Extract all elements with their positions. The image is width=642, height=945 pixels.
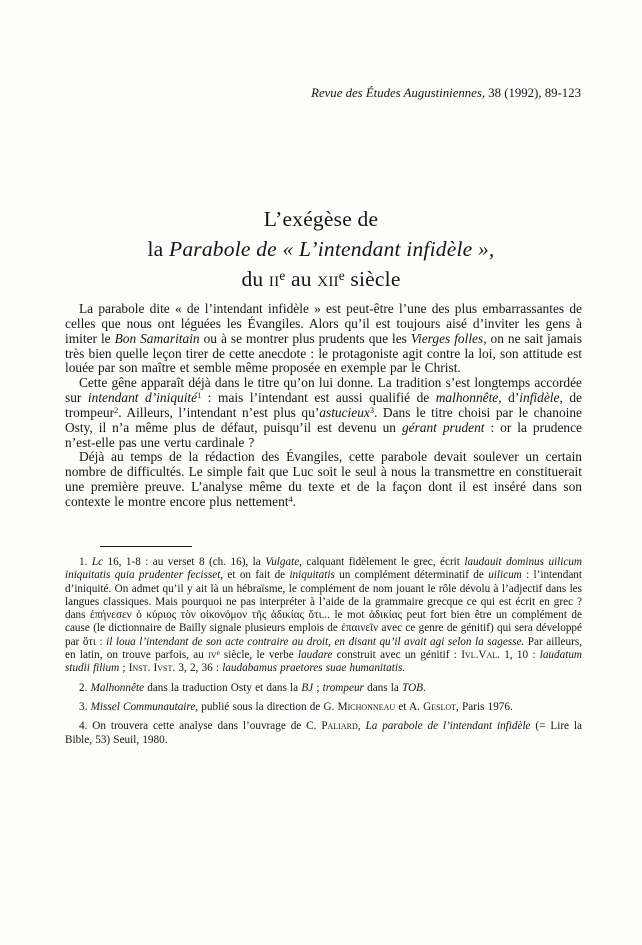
text-run: Lc xyxy=(91,556,104,568)
text-run: siècle xyxy=(344,267,401,291)
footnotes-section xyxy=(65,556,582,747)
text-run: de trompeur xyxy=(65,390,582,420)
text-run: dans la traduction Osty et dans la xyxy=(144,681,302,694)
text-run: 4. On trouvera cette analyse dans l’ouvrage de C. xyxy=(79,720,322,733)
text-run: 16, 1-8 : au verset 8 (ch. 16), la xyxy=(103,556,266,568)
text-run: Inst. Ivst. xyxy=(128,662,176,675)
text-run: Vulgate, xyxy=(265,556,302,568)
text-run: L’exégèse de xyxy=(263,207,379,231)
text-run: Ivl.Val. xyxy=(461,649,500,662)
text-run: et on fait de xyxy=(223,569,290,582)
text-run: laudabamus praetores suae humanitatis. xyxy=(222,662,406,675)
text-run: iniquitatis xyxy=(289,569,335,582)
text-run: dans la xyxy=(363,681,403,694)
text-run: . xyxy=(292,493,297,509)
footnote-reference-superscript: 4 xyxy=(288,495,293,505)
text-run: 38 (1992), 89-123 xyxy=(485,86,581,100)
text-run: . Ailleurs, l’intendant n’est plus qu’ xyxy=(118,404,320,420)
paragraph-1 xyxy=(65,302,582,376)
text-run: construit avec un génitif : xyxy=(332,649,462,662)
text-run: laudatum studii filium xyxy=(65,649,582,675)
footnote-1 xyxy=(65,556,582,676)
text-run: La parabole dite « de l’intendant infidèle » est peut-être l’une des plus embarrassantes de celles que nous ont léguées les Évangiles. Alors qu’il est toujours aisé d’inviter les gens à imiter le xyxy=(65,301,582,346)
footnote-3 xyxy=(65,701,582,714)
text-run: : mais l’intendant est aussi qualifié de xyxy=(201,390,436,406)
text-run: ; xyxy=(313,681,323,694)
text-run: Cette gêne apparaît déjà dans le titre qu’on lui donne. La tradition s’est longtemps accordée sur xyxy=(65,375,582,406)
text-run: 3. xyxy=(79,700,91,713)
footnote-separator-rule xyxy=(100,546,192,547)
text-run: . Dans le titre choisi par le chanoine Osty, il n’a même plus de défaut, puisqu’il est devenu un xyxy=(65,404,582,435)
text-run: , Paris 1976. xyxy=(456,700,513,713)
text-run: gérant prudent xyxy=(401,419,485,435)
footnote-reference-superscript: 3 xyxy=(369,406,375,416)
text-run: au xyxy=(285,267,318,291)
text-run: intendant d’iniquité xyxy=(87,390,198,406)
text-run: laudare xyxy=(297,649,333,662)
text-run: 2. xyxy=(79,681,91,694)
text-run: BJ xyxy=(301,681,314,694)
footnote-4 xyxy=(65,720,582,747)
text-run: il loua l’intendant de son acte contraire au droit, en disant qu’il avait agi selon la sagesse. xyxy=(106,635,525,648)
text-run: Bon Samaritain xyxy=(114,330,200,346)
article-title-line-3 xyxy=(0,264,642,294)
text-run: ; xyxy=(119,662,129,675)
text-run: ii xyxy=(268,267,280,291)
text-run: Paliard xyxy=(321,720,358,733)
text-run: , xyxy=(357,720,366,733)
text-run: Déjà au temps de la rédaction des Évangiles, cette parabole devait soulever un certain nombre de difficultés. Le simple fait que Luc soit le seul à nous la transmettre en constituerait une première preuve. L’analyse même du texte et de la façon dont il est inséré dans son contexte le montre encore plus nettement xyxy=(65,449,582,509)
text-run: calquant fidèlement le grec, écrit xyxy=(301,556,465,568)
footnote-reference-superscript: 1 xyxy=(197,391,202,401)
text-run: (= Lire la Bible, 53) Seuil, 1980. xyxy=(65,720,582,746)
text-run: Malhonnête xyxy=(90,681,145,694)
text-run: et A. xyxy=(395,700,424,713)
footnote-reference-superscript: e xyxy=(279,268,286,284)
text-run: La parabole de l’intendant infidèle xyxy=(365,720,531,733)
text-run: infidèle, xyxy=(519,390,563,406)
text-run: Michonneau xyxy=(337,700,396,713)
text-run: Missel Communautaire, xyxy=(90,700,199,713)
article-title-line-2 xyxy=(0,234,642,264)
text-run: malhonnête, xyxy=(435,390,502,406)
text-run: laudauit dominus uilicum iniquitatis quia prudenter fecisset, xyxy=(65,556,582,582)
footnote-reference-superscript: e xyxy=(338,268,345,284)
text-run: xii xyxy=(317,267,339,291)
running-head xyxy=(311,86,581,101)
text-run: astucieux xyxy=(319,404,370,420)
text-run: siècle, le verbe xyxy=(219,649,298,662)
article-title-line-1 xyxy=(0,204,642,234)
text-run: 1, 10 : xyxy=(499,649,540,662)
footnote-reference-superscript: 2 xyxy=(114,406,119,416)
text-run: un complément déterminatif de xyxy=(334,569,489,582)
text-run: uilicum xyxy=(488,569,522,582)
text-run: 3, 2, 36 : xyxy=(175,662,223,675)
article-title xyxy=(0,204,642,294)
footnote-2 xyxy=(65,682,582,695)
text-run: Par ailleurs, en latin, on trouve parfois, au xyxy=(65,635,582,662)
text-run: ou à se montrer plus prudents que les xyxy=(199,330,411,346)
article-body xyxy=(65,302,582,510)
text-run: 1. xyxy=(79,556,92,568)
text-run: iv xyxy=(208,649,217,662)
footnote-reference-superscript: e xyxy=(216,648,220,657)
text-run: d’ xyxy=(501,390,520,406)
text-run: Parabole de « L’intendant infidèle », xyxy=(169,237,495,261)
text-run: publié sous la direction de G. xyxy=(198,700,338,713)
text-run: . xyxy=(423,681,426,694)
text-run: trompeur xyxy=(322,681,364,694)
paragraph-2 xyxy=(65,376,582,450)
text-run: la xyxy=(147,237,169,261)
text-run: Vierges folles, xyxy=(410,330,487,346)
text-run: : or la prudence n’est-elle pas une vertu cardinale ? xyxy=(65,419,582,450)
text-run: du xyxy=(241,267,269,291)
text-run: on ne sait jamais très bien quelle leçon tirer de cette anecdote : le protagoniste agit contre la loi, son attitude est louée par son maître et semble même proposée en exemple par le Christ. xyxy=(65,330,582,376)
text-run: : l’intendant d’iniquité. On admet qu’il y ait là un hébraïsme, le complément de nom jouant le rôle dévolu à l’adjectif dans les langues classiques. Mais pourquoi ne pas interpréter à l’aide de la grammaire grecque ce qui est écrit en grec ? dans ἐπήνεσεν ὁ κύριος τὸν οἰκονόμον τῆς ἀδικίας ὅτι... le mot ἀδικίας peut fort bien être un complément de cause (le dictionnaire de Bailly signale plusieurs emplois de ἐπαινεῖν avec ce genre de génitif) qui sera développé par ὅτι : xyxy=(65,569,582,648)
text-run: TOB xyxy=(402,681,424,694)
paragraph-3 xyxy=(65,450,582,509)
text-run: Geslot xyxy=(423,700,457,713)
text-run: Revue des Études Augustiniennes, xyxy=(311,86,486,100)
